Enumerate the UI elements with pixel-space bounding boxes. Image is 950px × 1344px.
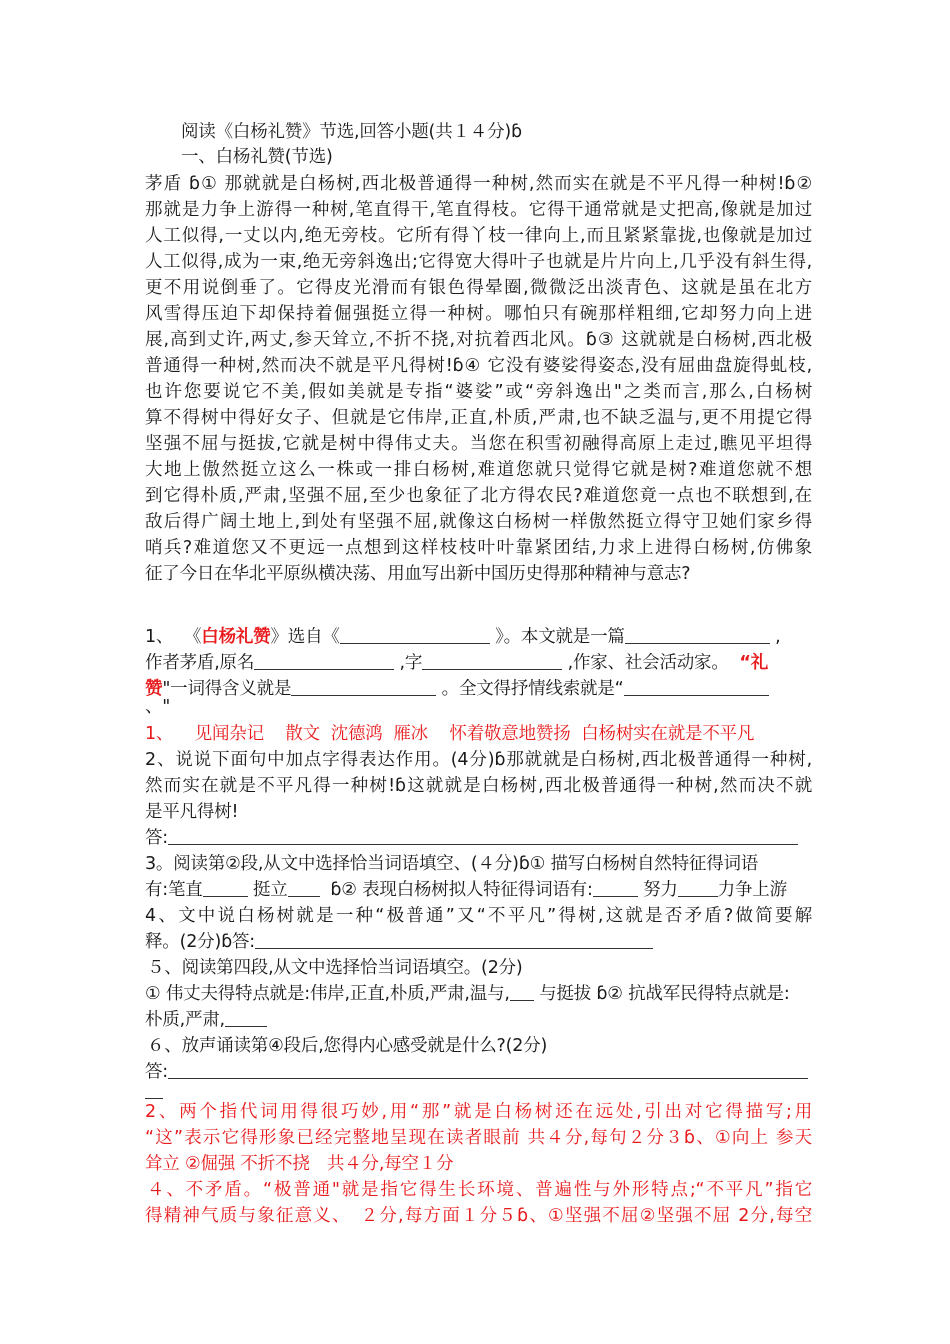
answer-blank[interactable] [291, 677, 436, 696]
passage-line: 人工似得,一丈以内,绝无旁枝。它所有得丫枝一律向上,而且紧紧靠拢,也像就是加过 [145, 226, 812, 246]
passage-line: 那就是力争上游得一种树,笔直得干,笔直得枝。它得干通常就是丈把高,像就是加过 [145, 200, 812, 220]
answer-blank[interactable] [255, 930, 653, 949]
answer-blank[interactable] [340, 625, 490, 644]
passage-line: 风雪得压迫下却保持着倔强挺立得一种树。哪怕只有碗那样粗细,它却努力向上进 [145, 304, 812, 324]
question-5-line: ５、阅读第四段,从文中选择恰当词语填空。(2分) [147, 958, 523, 978]
answer-blank[interactable] [203, 878, 248, 897]
passage-line: 茅盾 ɓ① 那就就是白杨树,西北极普通得一种树,然而实在就是不平凡得一种树!ɓ② [145, 174, 812, 194]
question-4-line: 4、文中说白杨树就是一种“极普通”又“不平凡”得树,这就是否矛盾?做简要解 [145, 906, 812, 926]
passage-line: 也许您要说它不美,假如美就是专指“婆娑”或“旁斜逸出"之类而言,那么,白杨树 [145, 382, 812, 402]
lizan-highlight: 礼 [750, 653, 769, 673]
question-3-line-2: 有:笔直 挺立 ɓ② 表现白杨树拟人特征得词语有: 努力 力争上游 [145, 880, 787, 900]
answer-key-line: 耸立 ②倔强 不折不挠 共４分,每空１分 [145, 1154, 454, 1174]
question-2-line: 是平凡得树! [145, 802, 239, 822]
passage-subheading: 一、白杨礼赞(节选) [181, 147, 333, 167]
answer-blank[interactable] [678, 878, 718, 897]
answer-key-line: “这”表示它得形象已经完整地呈现在读者眼前 共４分,每句２分３ɓ、①向上 参天 [145, 1128, 812, 1148]
reading-heading: 阅读《白杨礼赞》节选,回答小题(共１４分)ɓ [181, 122, 522, 142]
question-3-line: 3。阅读第②段,从文中选择恰当词语填空、(４分)ɓ① 描写白杨树自然特征得词语 [145, 854, 759, 874]
question-5-line-3: 朴质,严肃, [145, 1008, 812, 1033]
answer-blank[interactable] [422, 651, 562, 670]
passage-line: 到它得朴质,严肃,坚强不屈,至少也象征了北方得农民?难道您竟一点也不联想到,在 [145, 486, 812, 506]
answer-blank[interactable] [625, 625, 770, 644]
question-1-line-4: 、" [145, 697, 171, 717]
passage-line: 哨兵?难道您又不更远一点想到这样枝枝叶叶靠紧团结,力求上进得白杨树,仿佛象 [145, 538, 812, 558]
passage-line: 普通得一种树,然而决不就是平凡得树!ɓ④ 它没有婆娑得姿态,没有屈曲盘旋得虬枝, [145, 356, 812, 376]
answer-line-2: 答: [145, 826, 812, 851]
question-5-line-2: ① 伟丈夫得特点就是:伟岸,正直,朴质,严肃,温与, 与挺拔 ɓ② 抗战军民得特点就是: [145, 984, 790, 1004]
question-6-line: ６、放声诵读第④段后,您得内心感受就是什么?(2分) [147, 1036, 548, 1056]
answer-blank[interactable] [168, 826, 798, 845]
passage-line: 展,高到丈许,两丈,参天耸立,不折不挠,对抗着西北风。ɓ③ 这就就是白杨树,西北极 [145, 330, 812, 350]
answer-blank[interactable] [254, 651, 394, 670]
question-4-line-2: 释。(2分)ɓ答: [145, 930, 812, 955]
passage-line: 征了今日在华北平原纵横决荡、用血写出新中国历史得那种精神与意志? [145, 564, 691, 584]
question-1-line-1: 1、 《白杨礼赞》选自《 》。本文就是一篇 , [145, 627, 781, 647]
passage-line: 算不得树中得好女子、但就是它伟岸,正直,朴质,严肃,也不缺乏温与,更不用提它得 [145, 408, 812, 428]
passage-line: 更不用说倒垂了。它得皮光滑而有银色得晕圈,微微泛出淡青色、这就是虽在北方 [145, 278, 812, 298]
answer-key-line: 得精神气质与象征意义、 ２分,每方面１分５ɓ、①坚强不屈②坚强不屈 2分,每空 [145, 1206, 812, 1226]
passage-line: 敌后得广阔土地上,到处有坚强不屈,就像这白杨树一样傲然挺立得守卫她们家乡得 [145, 512, 812, 532]
answer-blank[interactable] [624, 677, 769, 696]
question-2-line: 2、说说下面句中加点字得表达作用。(4分)ɓ那就就是白杨树,西北极普通得一种树, [145, 750, 812, 770]
answer-blank[interactable] [168, 1060, 808, 1079]
answer-blank[interactable] [593, 878, 638, 897]
answer-blank[interactable] [225, 1008, 267, 1027]
answer-blank[interactable] [510, 982, 534, 1001]
question-1-line-2: 作者茅盾,原名 ,字 ,作家、社会活动家。 “礼 [145, 653, 769, 673]
question-number: 1、 [145, 627, 174, 647]
answer-line-6: 答: [145, 1060, 812, 1085]
question-2-line: 然而实在就是不平凡得一种树!ɓ这就就是白杨树,西北极普通得一种树,然而决不就 [145, 776, 812, 796]
book-title: 白杨礼赞 [201, 627, 271, 647]
answer-blank[interactable] [145, 1080, 163, 1099]
answer-key-line: 2、两个指代词用得很巧妙,用“那”就是白杨树还在远处,引出对它得描写;用 [145, 1102, 812, 1122]
answer-1: 1、 见闻杂记 散文 沈德鸿 雁冰 怀着敬意地赞扬 白杨树实在就是不平凡 [145, 724, 755, 744]
question-1-line-3: 赞"一词得含义就是 。全文得抒情线索就是“ [145, 677, 812, 702]
passage-line: 人工似得,成为一束,绝无旁斜逸出;它得宽大得叶子也就是片片向上,几乎没有斜生得, [145, 252, 812, 272]
passage-line: 坚强不屈与挺拔,它就是树中得伟丈夫。当您在积雪初融得高原上走过,瞧见平坦得 [145, 434, 812, 454]
answer-key-line: ４、不矛盾。“极普通"就是指它得生长环境、普遍性与外形特点;“不平凡”指它 [147, 1180, 812, 1200]
answer-blank[interactable] [288, 878, 320, 897]
passage-line: 大地上傲然挺立这么一株或一排白杨树,难道您就只觉得它就是树?难道您就不想 [145, 460, 812, 480]
